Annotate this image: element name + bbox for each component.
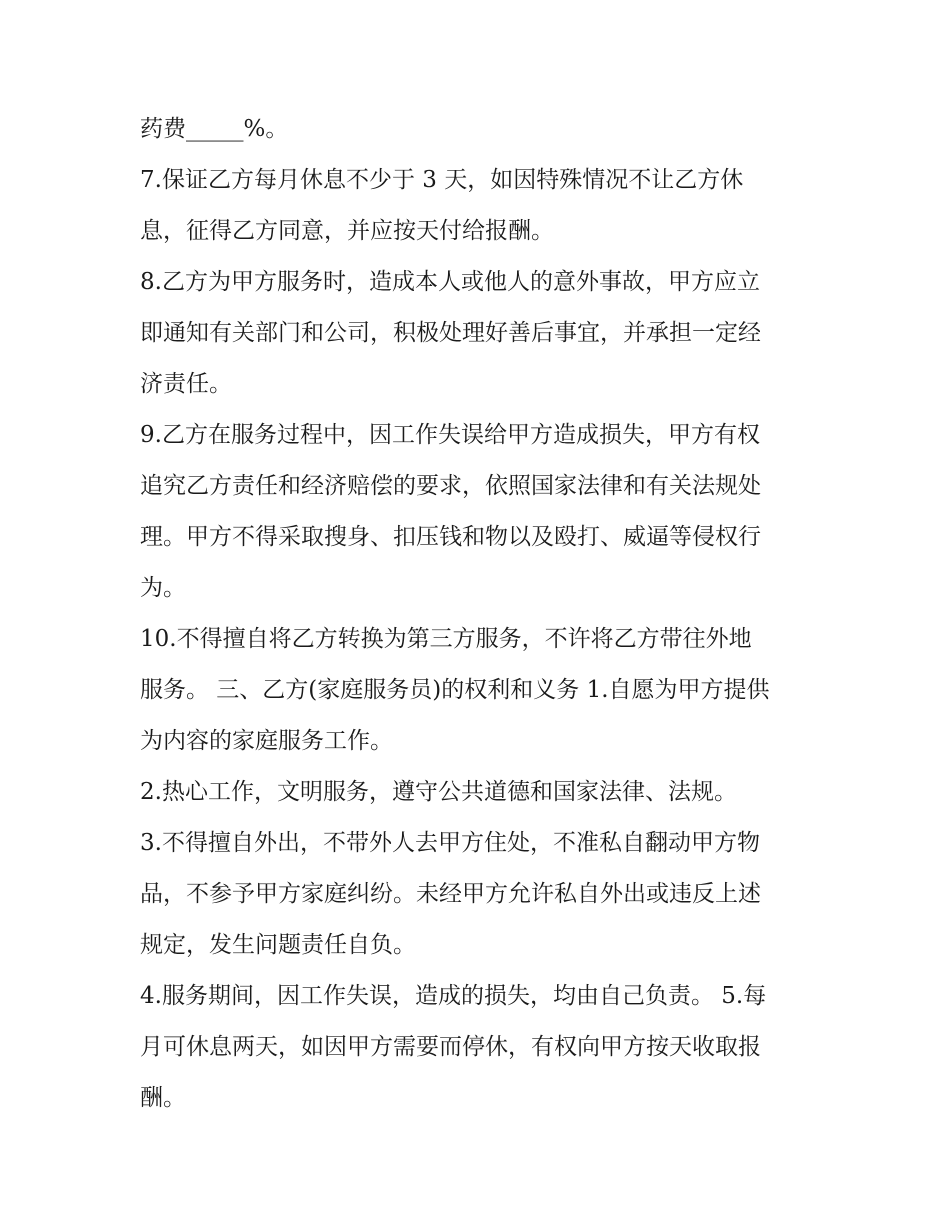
text-line: 药费_____%。	[140, 116, 289, 142]
text-line: 济责任。	[140, 371, 232, 397]
text-line: 为内容的家庭服务工作。	[140, 728, 393, 754]
document-body	[140, 104, 815, 1124]
text-line: 9.乙方在服务过程中，因工作失误给甲方造成损失，甲方有权	[140, 422, 760, 448]
text-line: 品，不参予甲方家庭纠纷。未经甲方允许私自外出或违反上述	[140, 881, 761, 907]
text-line: 3.不得擅自外出，不带外人去甲方住处，不准私自翻动甲方物	[140, 830, 760, 856]
text-line: 月可休息两天，如因甲方需要而停休，有权向甲方按天收取报	[140, 1034, 761, 1060]
text-line: 2.热心工作，文明服务，遵守公共道德和国家法律、法规。	[140, 779, 737, 805]
text-line: 规定，发生问题责任自负。	[140, 932, 416, 958]
text-line: 8.乙方为甲方服务时，造成本人或他人的意外事故，甲方应立	[140, 269, 760, 295]
text-line: 息，征得乙方同意，并应按天付给报酬。	[140, 218, 554, 244]
text-line: 酬。	[140, 1085, 186, 1111]
text-line: 即通知有关部门和公司，积极处理好善后事宜，并承担一定经	[140, 320, 761, 346]
text-line: 4.服务期间，因工作失误，造成的损失，均由自己负责。 5.每	[140, 983, 767, 1009]
text-line: 理。甲方不得采取搜身、扣压钱和物以及殴打、威逼等侵权行	[140, 524, 761, 550]
text-line: 10.不得擅自将乙方转换为第三方服务，不许将乙方带往外地	[140, 626, 752, 652]
text-line: 为。	[140, 575, 186, 601]
text-line: 7.保证乙方每月休息不少于 3 天，如因特殊情况不让乙方休	[140, 167, 744, 193]
text-line: 追究乙方责任和经济赔偿的要求，依照国家法律和有关法规处	[140, 473, 761, 499]
text-line: 服务。 三、乙方(家庭服务员)的权利和义务 1.自愿为甲方提供	[140, 677, 770, 703]
